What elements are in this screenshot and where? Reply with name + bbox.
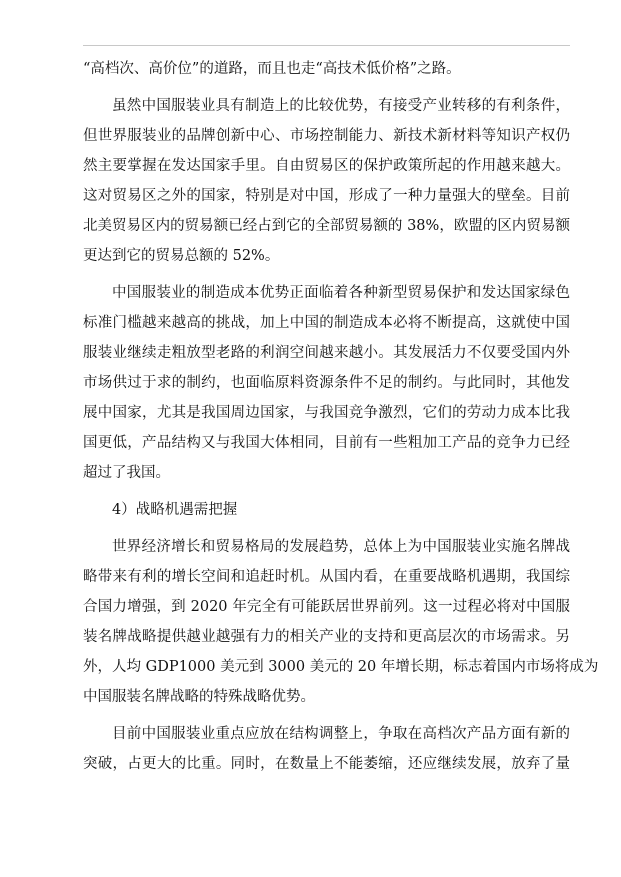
paragraph-4-line: 目前中国服装业重点应放在结构调整上，争取在高档次产品方面有新的 <box>112 726 570 742</box>
paragraph-2-line: 国更低，产品结构又与我国大体相同，目前有一些粗加工产品的竞争力已经 <box>83 435 570 451</box>
paragraph-2-line: 超过了我国。 <box>83 465 170 481</box>
paragraph-4-line: 突破，占更大的比重。同时，在数量上不能萎缩，还应继续发展，放弃了量 <box>83 756 570 772</box>
section-heading: 4）战略机遇需把握 <box>112 502 238 518</box>
paragraph-3-line: 合国力增强，到 2020 年完全有可能跃居世界前列。这一过程必将对中国服 <box>83 599 570 615</box>
paragraph-1-line: 但世界服装业的品牌创新中心、市场控制能力、新技术新材料等知识产权仍 <box>83 128 570 144</box>
paragraph-3-line: 世界经济增长和贸易格局的发展趋势，总体上为中国服装业实施名牌战 <box>112 539 570 555</box>
paragraph-2-line: 市场供过于求的制约，也面临原料资源条件不足的制约。与此同时，其他发 <box>83 375 570 391</box>
paragraph-2-line: 服装业继续走粗放型老路的利润空间越来越小。其发展活力不仅要受国内外 <box>83 345 570 361</box>
paragraph-2-line: 展中国家，尤其是我国周边国家，与我国竞争激烈，它们的劳动力成本比我 <box>83 405 570 421</box>
paragraph-1-line: 北美贸易区内的贸易额已经占到它的全部贸易额的 38%，欧盟的区内贸易额 <box>83 218 570 234</box>
paragraph-3-line: 外，人均 GDP1000 美元到 3000 美元的 20 年增长期，标志着国内市场将成为 <box>83 659 599 675</box>
paragraph-3-line: 装名牌战略提供越业越强有力的相关产业的支持和更高层次的市场需求。另 <box>83 629 570 645</box>
paragraph-3-line: 中国服装名牌战略的特殊战略优势。 <box>83 689 315 705</box>
header-rule <box>83 45 570 46</box>
paragraph-1-line: 然主要掌握在发达国家手里。自由贸易区的保护政策所起的作用越来越大。 <box>83 158 570 174</box>
paragraph-1-line: 更达到它的贸易总额的 52%。 <box>83 248 280 264</box>
body-text <box>83 54 599 779</box>
continuation-line: “高档次、高价位”的道路，而且也走“高技术低价格”之路。 <box>83 61 461 77</box>
paragraph-2-line: 中国服装业的制造成本优势正面临着各种新型贸易保护和发达国家绿色 <box>112 285 570 301</box>
paragraph-1-line: 这对贸易区之外的国家，特别是对中国，形成了一种力量强大的壁垒。目前 <box>83 188 570 204</box>
paragraph-1-line: 虽然中国服装业具有制造上的比较优势，有接受产业转移的有利条件， <box>112 98 570 114</box>
paragraph-2-line: 标准门槛越来越高的挑战，加上中国的制造成本必将不断提高，这就使中国 <box>83 315 570 331</box>
paragraph-3-line: 略带来有利的增长空间和追赶时机。从国内看，在重要战略机遇期，我国综 <box>83 569 570 585</box>
